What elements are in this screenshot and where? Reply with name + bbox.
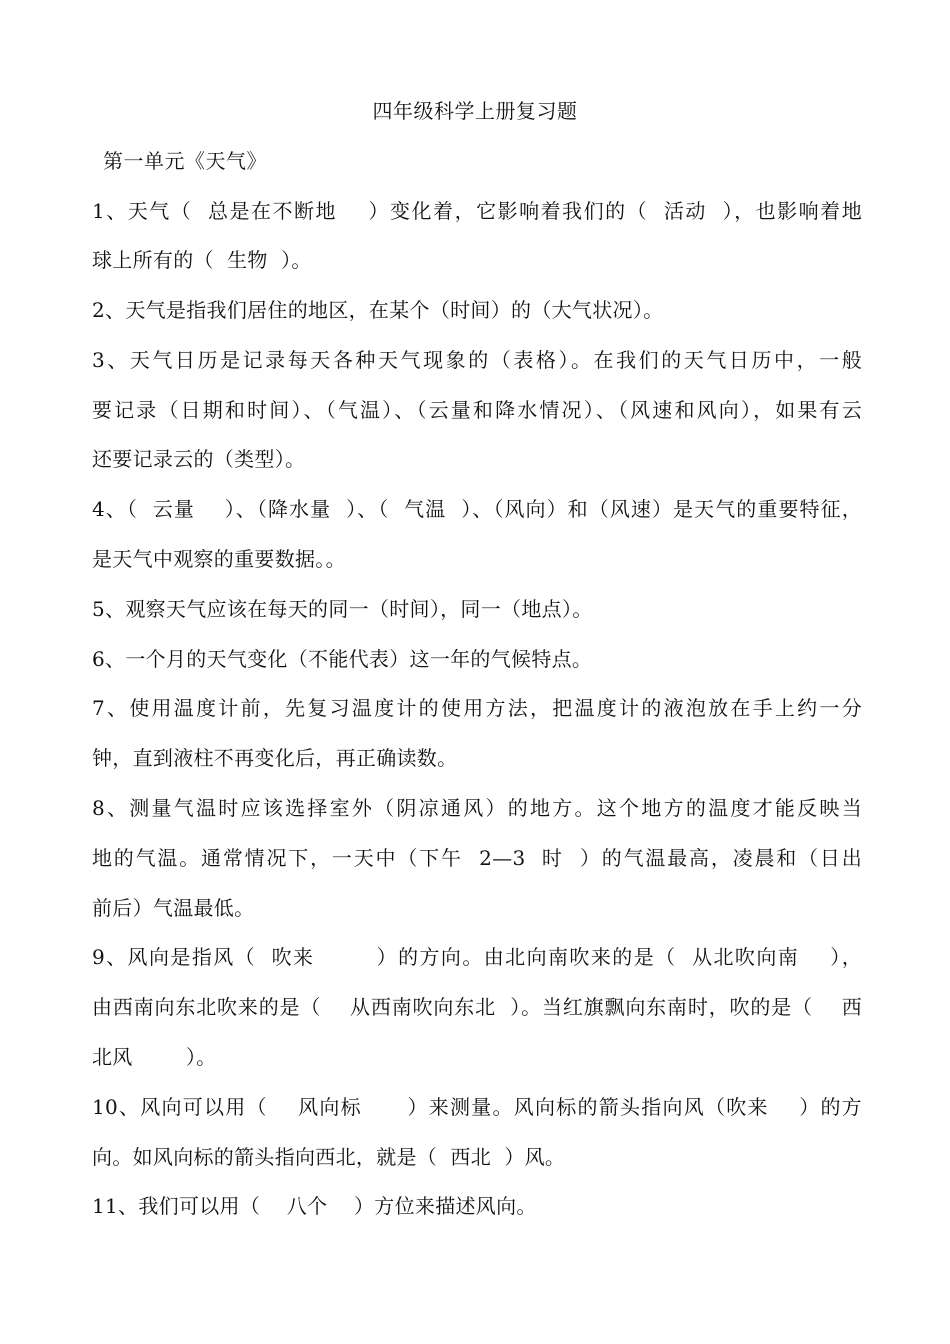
text-line-17: 由西南向东北吹来的是（ 从西南吹向东北 ）。当红旗飘向东南时，吹的是（ 西 xyxy=(92,995,862,1019)
text-line-19: 10、风向可以用（ 风向标 ）来测量。风向标的箭头指向风（吹来 ）的方 xyxy=(92,1095,862,1119)
text-line-15: 前后）气温最低。 xyxy=(92,896,255,920)
text-line-7: 4、（ 云量 ）、（降水量 ）、（ 气温 ）、（风向）和（风速）是天气的重要特征， xyxy=(92,497,862,521)
text-line-21: 11、我们可以用（ 八个 ）方位来描述风向。 xyxy=(92,1194,537,1218)
text-line-13: 8、测量气温时应该选择室外（阴凉通风）的地方。这个地方的温度才能反映当 xyxy=(92,796,862,820)
text-line-16: 9、风向是指风（ 吹来 ）的方向。由北向南吹来的是（ 从北吹向南 ）， xyxy=(92,945,862,969)
text-line-18: 北风 ）。 xyxy=(92,1045,217,1069)
text-line-20: 向。如风向标的箭头指向西北，就是（ 西北 ）风。 xyxy=(92,1145,566,1169)
text-line-4: 3、天气日历是记录每天各种天气现象的（表格）。在我们的天气日历中，一般 xyxy=(92,348,862,372)
text-line-6: 还要记录云的（类型）。 xyxy=(92,447,306,471)
text-line-2: 球上所有的（ 生物 ）。 xyxy=(92,248,312,272)
text-line-12: 钟，直到液柱不再变化后，再正确读数。 xyxy=(92,746,458,770)
text-line-11: 7、使用温度计前，先复习温度计的使用方法，把温度计的液泡放在手上约一分 xyxy=(92,696,862,720)
text-line-14: 地的气温。通常情况下，一天中（下午 2—3 时 ）的气温最高，凌晨和（日出 xyxy=(92,846,862,870)
text-line-3: 2、天气是指我们居住的地区，在某个（时间）的（大气状况）。 xyxy=(92,298,664,322)
unit-heading: 第一单元《天气》 xyxy=(103,149,267,173)
text-line-5: 要记录（日期和时间）、（气温）、（云量和降水情况）、（风速和风向），如果有云 xyxy=(92,398,862,422)
text-line-8: 是天气中观察的重要数据。。 xyxy=(92,547,346,571)
text-line-10: 6、一个月的天气变化（不能代表）这一年的气候特点。 xyxy=(92,647,593,671)
text-line-9: 5、观察天气应该在每天的同一（时间），同一（地点）。 xyxy=(92,597,593,621)
document-title: 四年级科学上册复习题 xyxy=(372,99,578,123)
text-line-1: 1、天气（ 总是在不断地 ）变化着，它影响着我们的（ 活动 ），也影响着地 xyxy=(92,199,862,223)
